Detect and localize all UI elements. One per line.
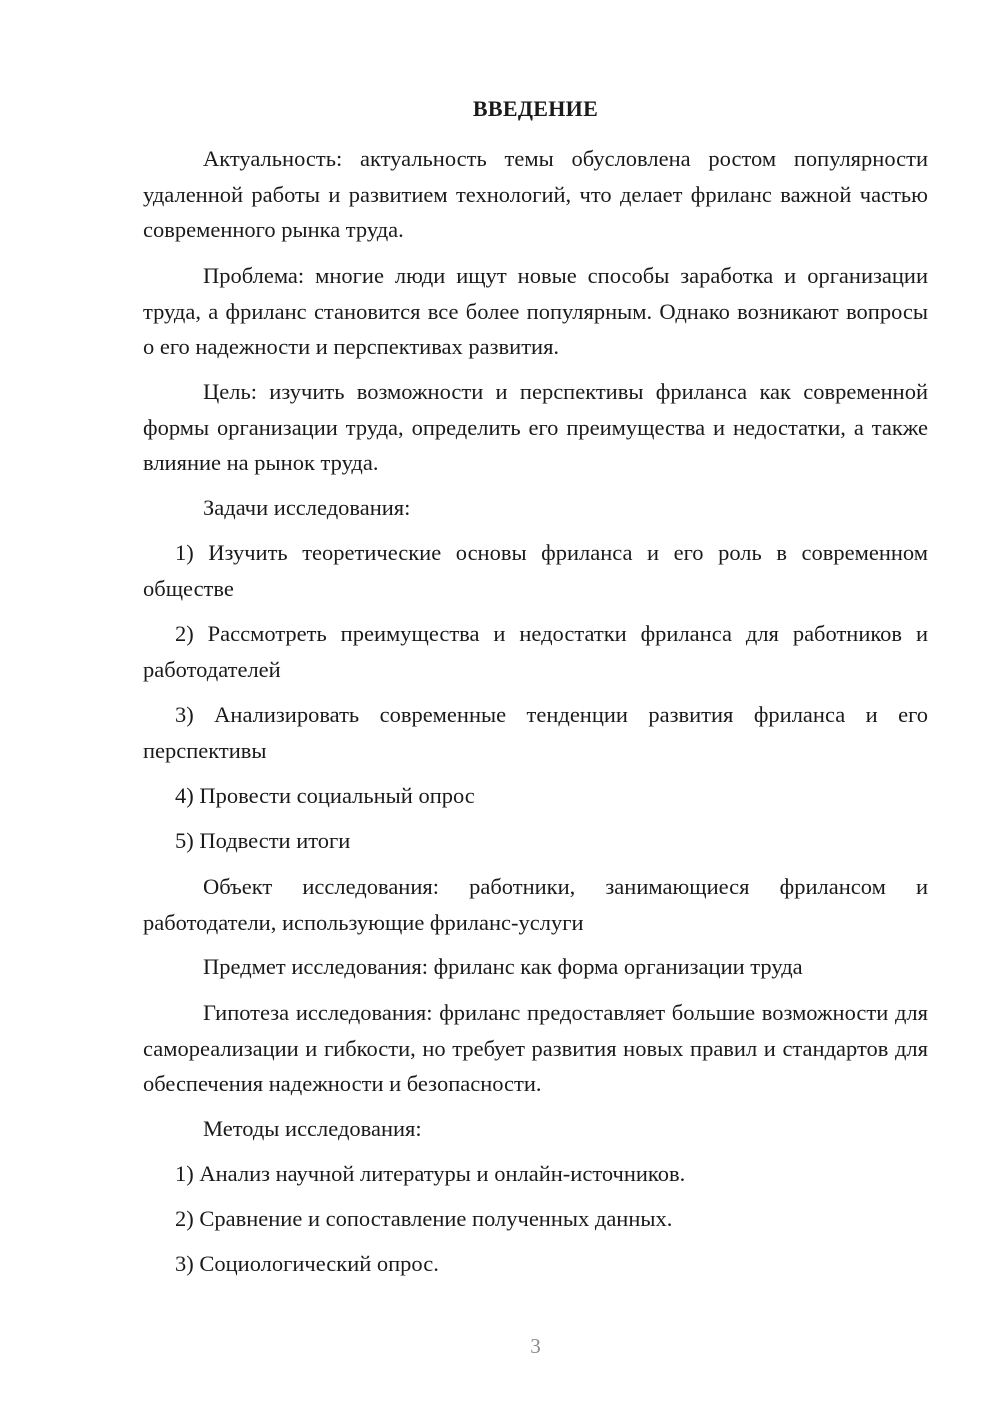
task-item-2: 2) Рассмотреть преимущества и недостатки фриланса для работников и работодателей [143,621,928,682]
page-title: ВВЕДЕНИЕ [472,96,599,121]
task-item-3: 3) Анализировать современные тенденции развития фриланса и его перспективы [143,702,928,763]
paragraph-problem: Проблема: многие люди ищут новые способы заработка и организации труда, а фриланс становится все более популярным. Однако возникают вопросы о его надежности и перспективах развития. [143,263,928,359]
methods-heading: Методы исследования: [203,1116,422,1141]
method-item-3: 3) Социологический опрос. [175,1251,439,1276]
task-item-4: 4) Провести социальный опрос [175,783,475,808]
paragraph-object: Объект исследования: работники, занимающиеся фрилансом и работодатели, использующие фриланс-услуги [143,874,928,935]
tasks-heading: Задачи исследования: [203,495,411,520]
paragraph-subject: Предмет исследования: фриланс как форма организации труда [203,954,803,979]
page-number: 3 [530,1334,541,1358]
task-item-1: 1) Изучить теоретические основы фриланса и его роль в современном обществе [143,540,928,601]
paragraph-relevance: Актуальность: актуальность темы обусловлена ростом популярности удаленной работы и развитием технологий, что делает фриланс важной частью современного рынка труда. [143,146,928,242]
method-item-1: 1) Анализ научной литературы и онлайн-источников. [175,1161,686,1186]
paragraph-goal: Цель: изучить возможности и перспективы фриланса как современной формы организации труда, определить его преимущества и недостатки, а также влияние на рынок труда. [143,379,928,475]
task-item-5: 5) Подвести итоги [175,828,351,853]
document-page [143,0,928,1414]
method-item-2: 2) Сравнение и сопоставление полученных данных. [175,1206,673,1231]
paragraph-hypothesis: Гипотеза исследования: фриланс предоставляет большие возможности для самореализации и гибкости, но требует развития новых правил и стандартов для обеспечения надежности и безопасности. [143,1000,928,1096]
